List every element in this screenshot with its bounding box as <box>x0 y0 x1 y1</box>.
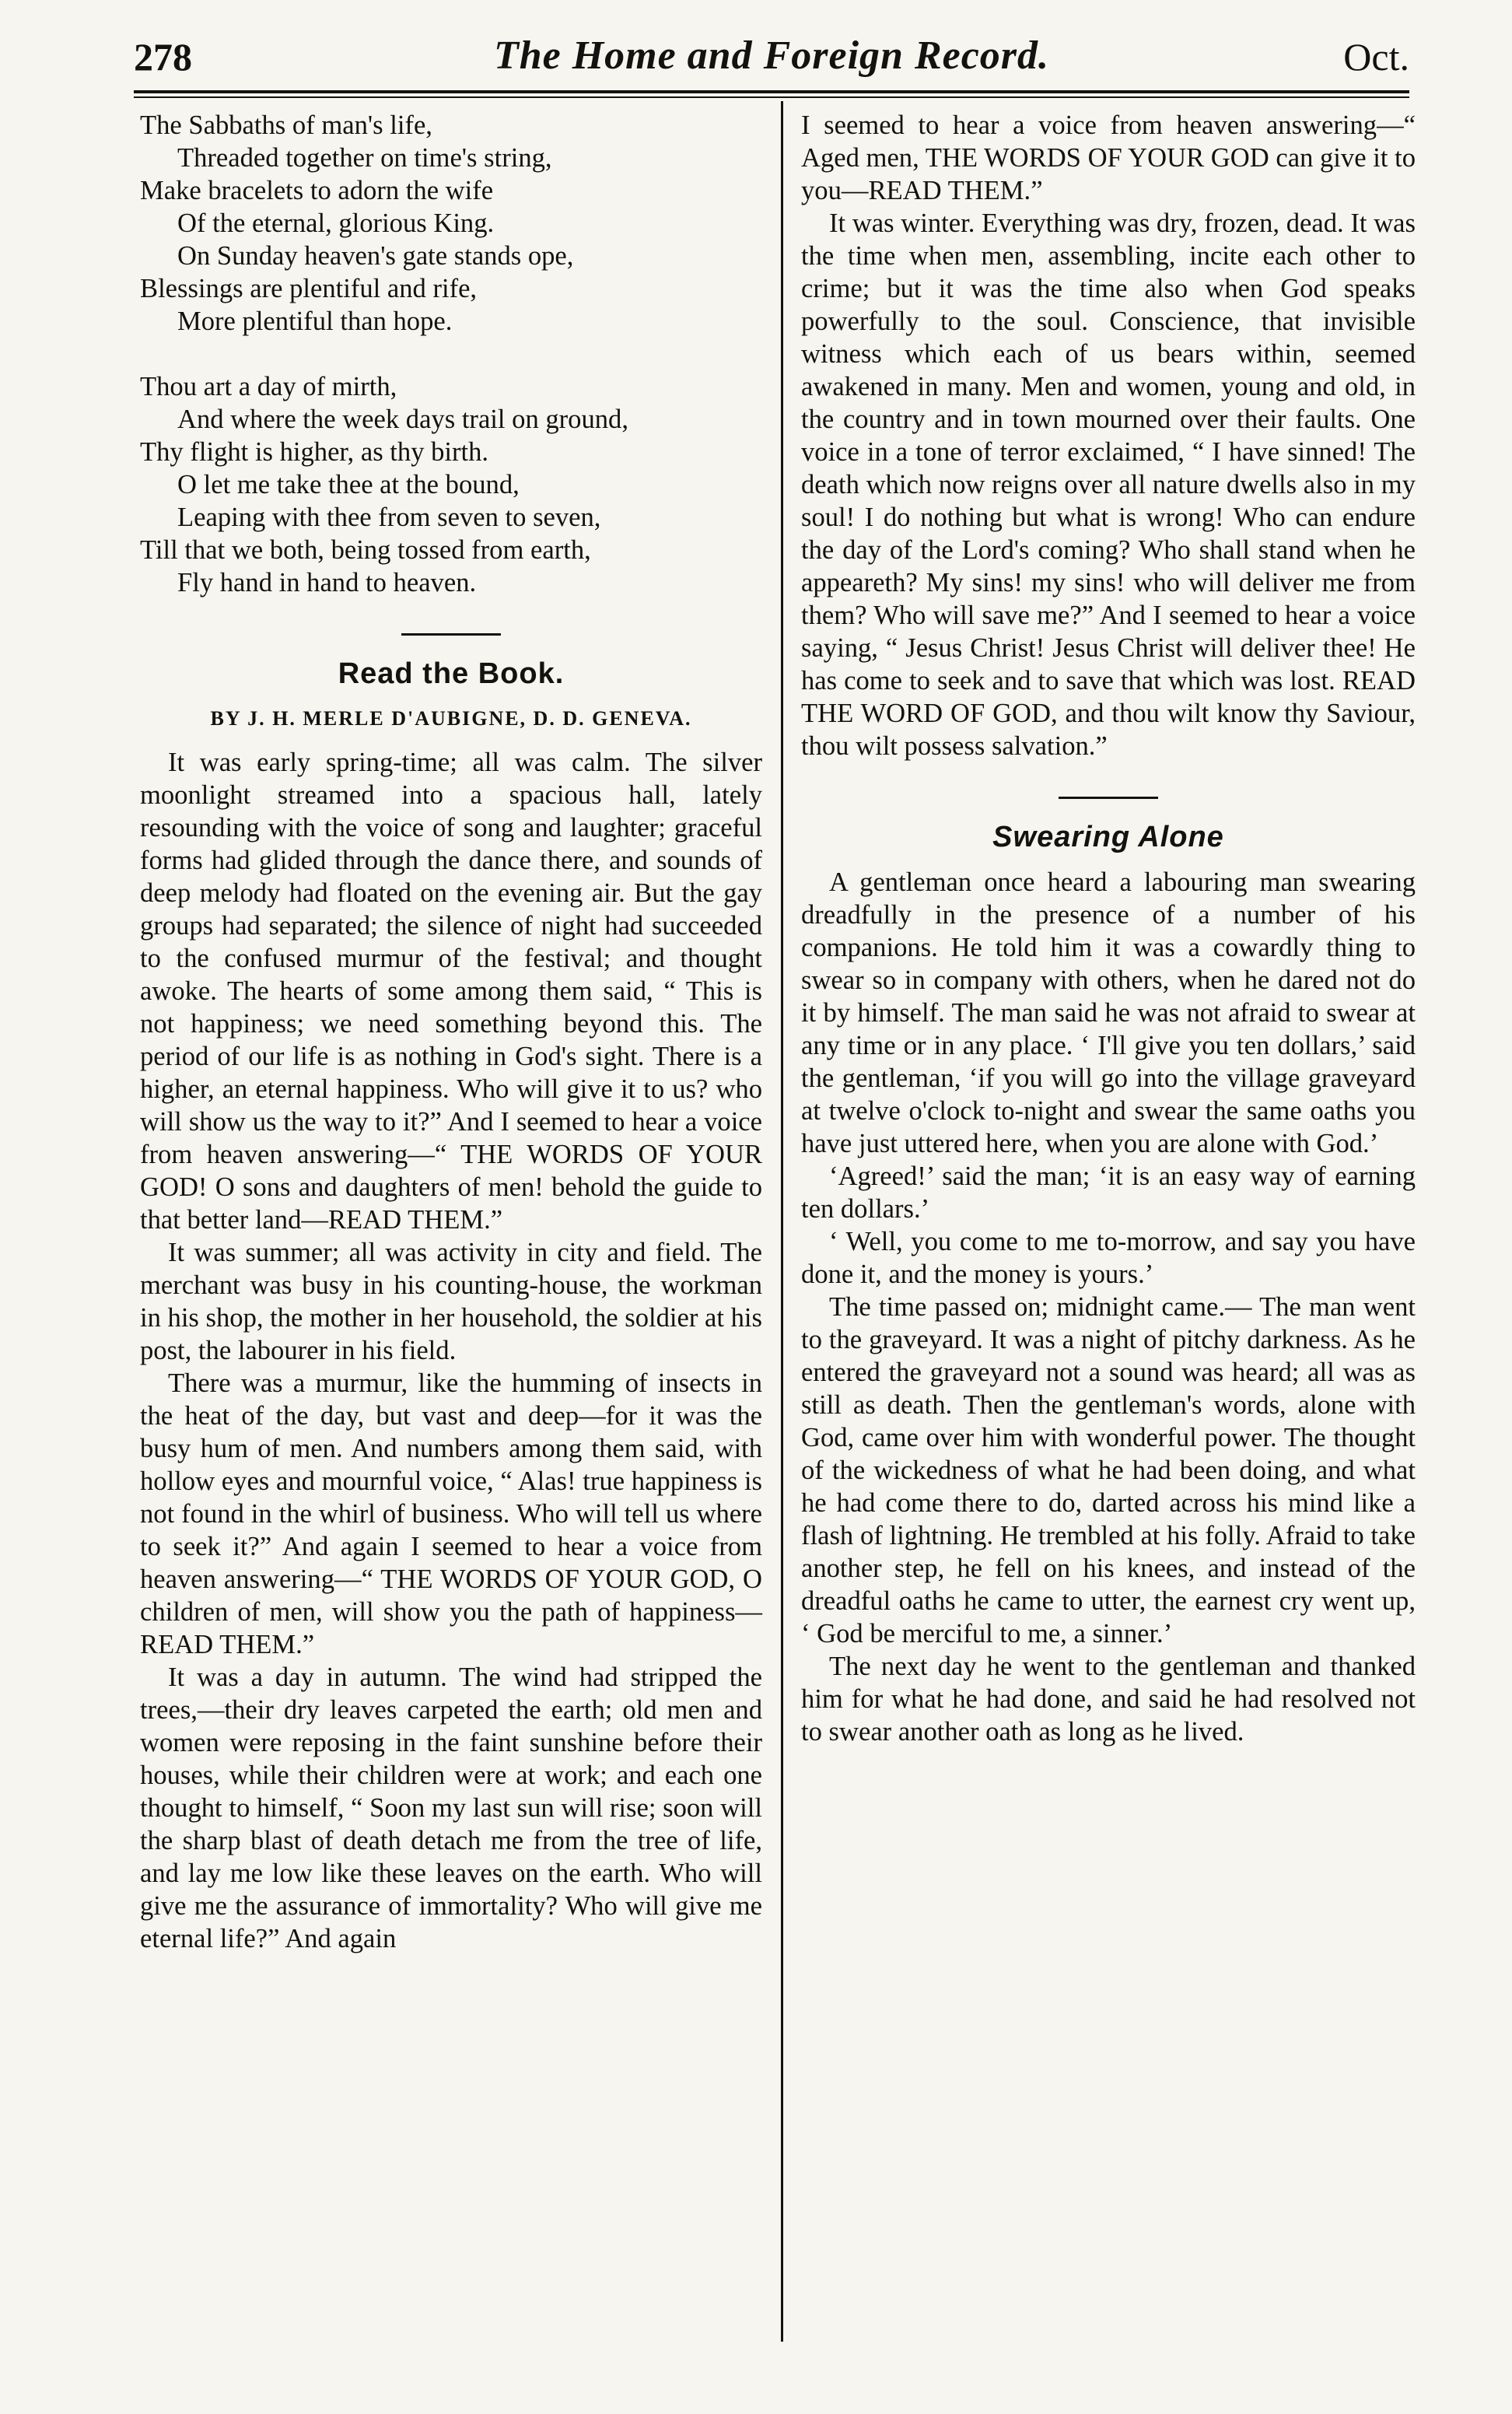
left-column <box>140 109 762 1955</box>
header-rule <box>134 90 1409 93</box>
article-paragraph: It was a day in autumn. The wind had stripped the trees,—their dry leaves carpeted the earth; old men and women were reposing in the faint sunshine before their houses, while their children were at work; and each one thought to himself, “ Soon my last sun will rise; soon will the sharp blast of death detach me from the tree of life, and lay me low like these leaves on the earth. Who will give me the assurance of immortality? Who will give me eternal life?” And again <box>140 1662 762 1953</box>
poem-stanza-2 <box>140 370 762 599</box>
poem-line: The Sabbaths of man's life, <box>140 110 432 140</box>
section-divider <box>401 633 501 636</box>
poem-line: Make bracelets to adorn the wife <box>140 176 494 205</box>
article-paragraph: There was a murmur, like the humming of insects in the heat of the day, but vast and deep—for it was the busy hum of men. And numbers among them said, with hollow eyes and mournful voice, “ Alas! true happiness is not found in the whirl of business. Who will tell us where to seek it?” And again I seemed to hear a voice from heaven answering—“ THE WORDS OF YOUR GOD, O children of men, will show you the path of happiness—READ THEM.” <box>140 1368 762 1659</box>
article-paragraph: The time passed on; midnight came.— The man went to the graveyard. It was a night of pitchy darkness. As he entered the graveyard not a sound was heard; all was as still as death. Then the gentleman's words, alone with God, came over him with wonderful power. The thought of the wickedness of what he had been doing, and what he had come there to do, darted across his mind like a flash of lightning. He trembled at his folly. Afraid to take another step, he fell on his knees, and instead of the dreadful oaths he came to utter, the earnest cry went up, ‘ God be merciful to me, a sinner.’ <box>801 1292 1416 1648</box>
poem-line: Thou art a day of mirth, <box>140 372 397 401</box>
article-title: Swearing Alone <box>992 821 1224 853</box>
poem-line: O let me take thee at the bound, <box>177 470 520 499</box>
column-divider <box>781 101 783 2342</box>
poem-line: Till that we both, being tossed from earth, <box>140 535 591 565</box>
poem-stanza-1 <box>140 109 762 338</box>
publication-title: The Home and Foreign Record. <box>493 33 1050 78</box>
article-paragraph: ‘ Well, you come to me to-morrow, and say you have done it, and the money is yours.’ <box>801 1227 1416 1289</box>
section-divider <box>1059 797 1158 799</box>
poem-line: Fly hand in hand to heaven. <box>177 568 477 597</box>
poem-line: Of the eternal, glorious King. <box>177 208 495 238</box>
page-header <box>134 31 1409 87</box>
poem-line: And where the week days trail on ground, <box>177 405 628 434</box>
article-title: Read the Book. <box>338 657 565 690</box>
article-paragraph: A gentleman once heard a labouring man swearing dreadfully in the presence of a number of his companions. He told him it was a cowardly thing to swear so in company with others, when he dared not do it by himself. The man said he was not afraid to swear at any time or in any place. ‘ I'll give you ten dollars,’ said the gentleman, ‘if you will go into the village graveyard at twelve o'clock to-night and swear the same oaths you have just uttered here, when you are alone with God.’ <box>801 867 1416 1158</box>
header-rule-thin <box>134 96 1409 98</box>
article-paragraph: The next day he went to the gentleman and thanked him for what he had done, and said he had resolved not to swear another oath as long as he lived. <box>801 1652 1416 1747</box>
article-paragraph: It was winter. Everything was dry, frozen, dead. It was the time when men, assembling, incite each other to crime; but it was the time also when God speaks powerfully to the soul. Conscience, that invisible witness which each of us bears within, seemed awakened in many. Men and women, young and old, in the country and in town mourned over their faults. One voice in a tone of terror exclaimed, “ I have sinned! The death which now reigns over all nature dwells also in my soul! I do nothing but what is wrong! Who can endure the day of the Lord's coming? Who shall stand when he appeareth? My sins! my sins! who will deliver me from them? Who will save me?” And I seemed to hear a voice saying, “ Jesus Christ! Jesus Christ will deliver thee! He has come to seek and to save that which was lost. READ THE WORD OF GOD, and thou wilt know thy Saviour, thou wilt possess salvation.” <box>801 208 1416 761</box>
article-paragraph: It was summer; all was activity in city and field. The merchant was busy in his counting-house, the workman in his shop, the mother in her household, the soldier at his post, the labourer in his field. <box>140 1238 762 1365</box>
article-byline: BY J. H. MERLE D'AUBIGNE, D. D. GENEVA. <box>210 707 692 730</box>
poem-line: More plentiful than hope. <box>177 307 453 336</box>
issue-month: Oct. <box>1343 35 1409 79</box>
poem-line: On Sunday heaven's gate stands ope, <box>177 241 574 271</box>
article-paragraph: I seemed to hear a voice from heaven answering—“ Aged men, THE WORDS OF YOUR GOD can give it to you—READ THEM.” <box>801 110 1416 205</box>
poem-line: Leaping with thee from seven to seven, <box>177 503 601 532</box>
poem-line: Thy flight is higher, as thy birth. <box>140 437 489 467</box>
article-paragraph: It was early spring-time; all was calm. The silver moonlight streamed into a spacious hall, lately resounding with the voice of song and laughter; graceful forms had glided through the dance there, and sounds of deep melody had floated on the evening air. But the gay groups had separated; the silence of night had succeeded to the confused murmur of the festival; and thought awoke. The hearts of some among them said, “ This is not happiness; we need something beyond this. The period of our life is as nothing in God's sight. There is a higher, an eternal happiness. Who will give it to us? who will show us the way to it?” And I seemed to hear a voice from heaven answering—“ THE WORDS OF YOUR GOD! O sons and daughters of men! behold the guide to that better land—READ THEM.” <box>140 748 762 1235</box>
poem-line: Blessings are plentiful and rife, <box>140 274 478 303</box>
poem-line: Threaded together on time's string, <box>177 143 552 173</box>
right-column <box>801 109 1416 1748</box>
page-number: 278 <box>134 35 192 79</box>
article-paragraph: ‘Agreed!’ said the man; ‘it is an easy way of earning ten dollars.’ <box>801 1161 1416 1224</box>
